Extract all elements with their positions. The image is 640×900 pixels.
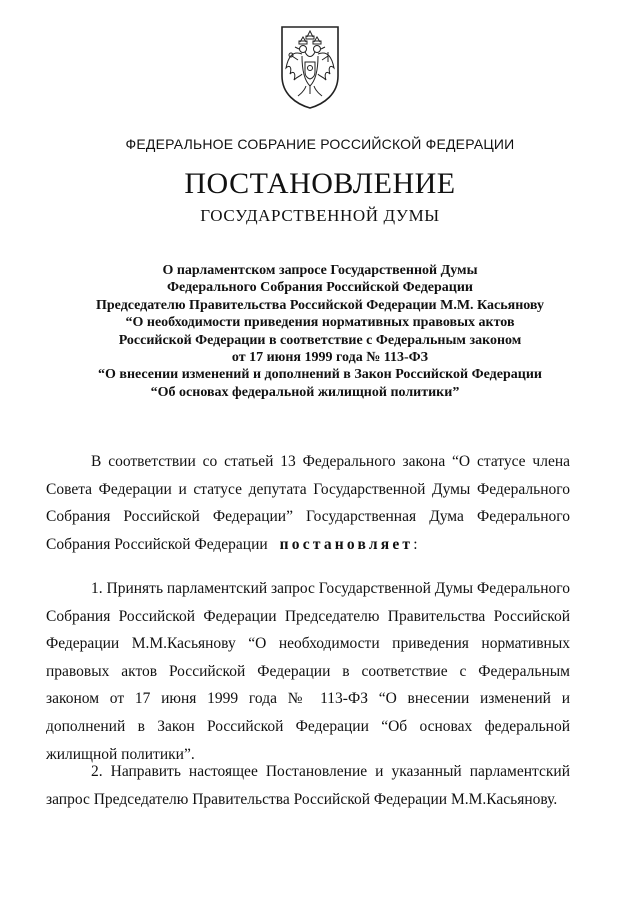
subject-line: Федерального Собрания Российской Федерации xyxy=(167,280,473,296)
subject-line: Председателю Правительства Российской Федерации М.М. Касьянову xyxy=(95,297,544,313)
subject-line: от 17 июня 1999 года № 113-ФЗ xyxy=(231,350,429,366)
subject-line: “Об основах федеральной жилищной политики” xyxy=(150,384,460,400)
coat-of-arms-of-russia-icon xyxy=(278,24,342,110)
resolution-keyword: постановляет xyxy=(279,535,414,553)
preamble-paragraph xyxy=(46,448,570,558)
preamble-text: В соответствии со статьей 13 Федерального закона “О статусе члена Совета Федерации и статусе депутата Государственной Думы Федерального Собрания Российской Федерации” Государственная Дума Федерального Собрания Российской Федерации xyxy=(46,453,570,553)
issuing-body-subtitle: ГОСУДАРСТВЕННОЙ ДУМЫ xyxy=(200,206,440,225)
subject-line: “О необходимости приведения нормативных правовых актов xyxy=(125,315,515,331)
resolution-item-1: 1. Принять парламентский запрос Государственной Думы Федерального Собрания Российской Федерации Председателю Правительства Российской Федерации М.М.Касьянову “О необходимости приведения нормативных правовых актов Российской Федерации в соответствие с Федеральным законом от 17 июня 1999 года № 113-ФЗ “О внесении изменений и дополнений в Закон Российской Федерации “Об основах федеральной жилищной политики”. xyxy=(46,580,570,763)
resolution-item-2: 2. Направить настоящее Постановление и указанный парламентский запрос Председателю Правительства Российской Федерации М.М.Касьянову. xyxy=(46,763,570,808)
document-subject-heading xyxy=(0,262,640,401)
document-type-title: ПОСТАНОВЛЕНИЕ xyxy=(184,167,456,200)
subject-line: “О внесении изменений и дополнений в Закон Российской Федерации xyxy=(98,367,542,383)
subject-line: Российской Федерации в соответствие с Федеральным законом xyxy=(118,332,522,348)
subject-line: О парламентском запросе Государственной Думы xyxy=(162,263,478,278)
resolution-keyword-suffix: : xyxy=(413,535,418,553)
organization-name: ФЕДЕРАЛЬНОЕ СОБРАНИЕ РОССИЙСКОЙ ФЕДЕРАЦИИ xyxy=(125,136,515,152)
